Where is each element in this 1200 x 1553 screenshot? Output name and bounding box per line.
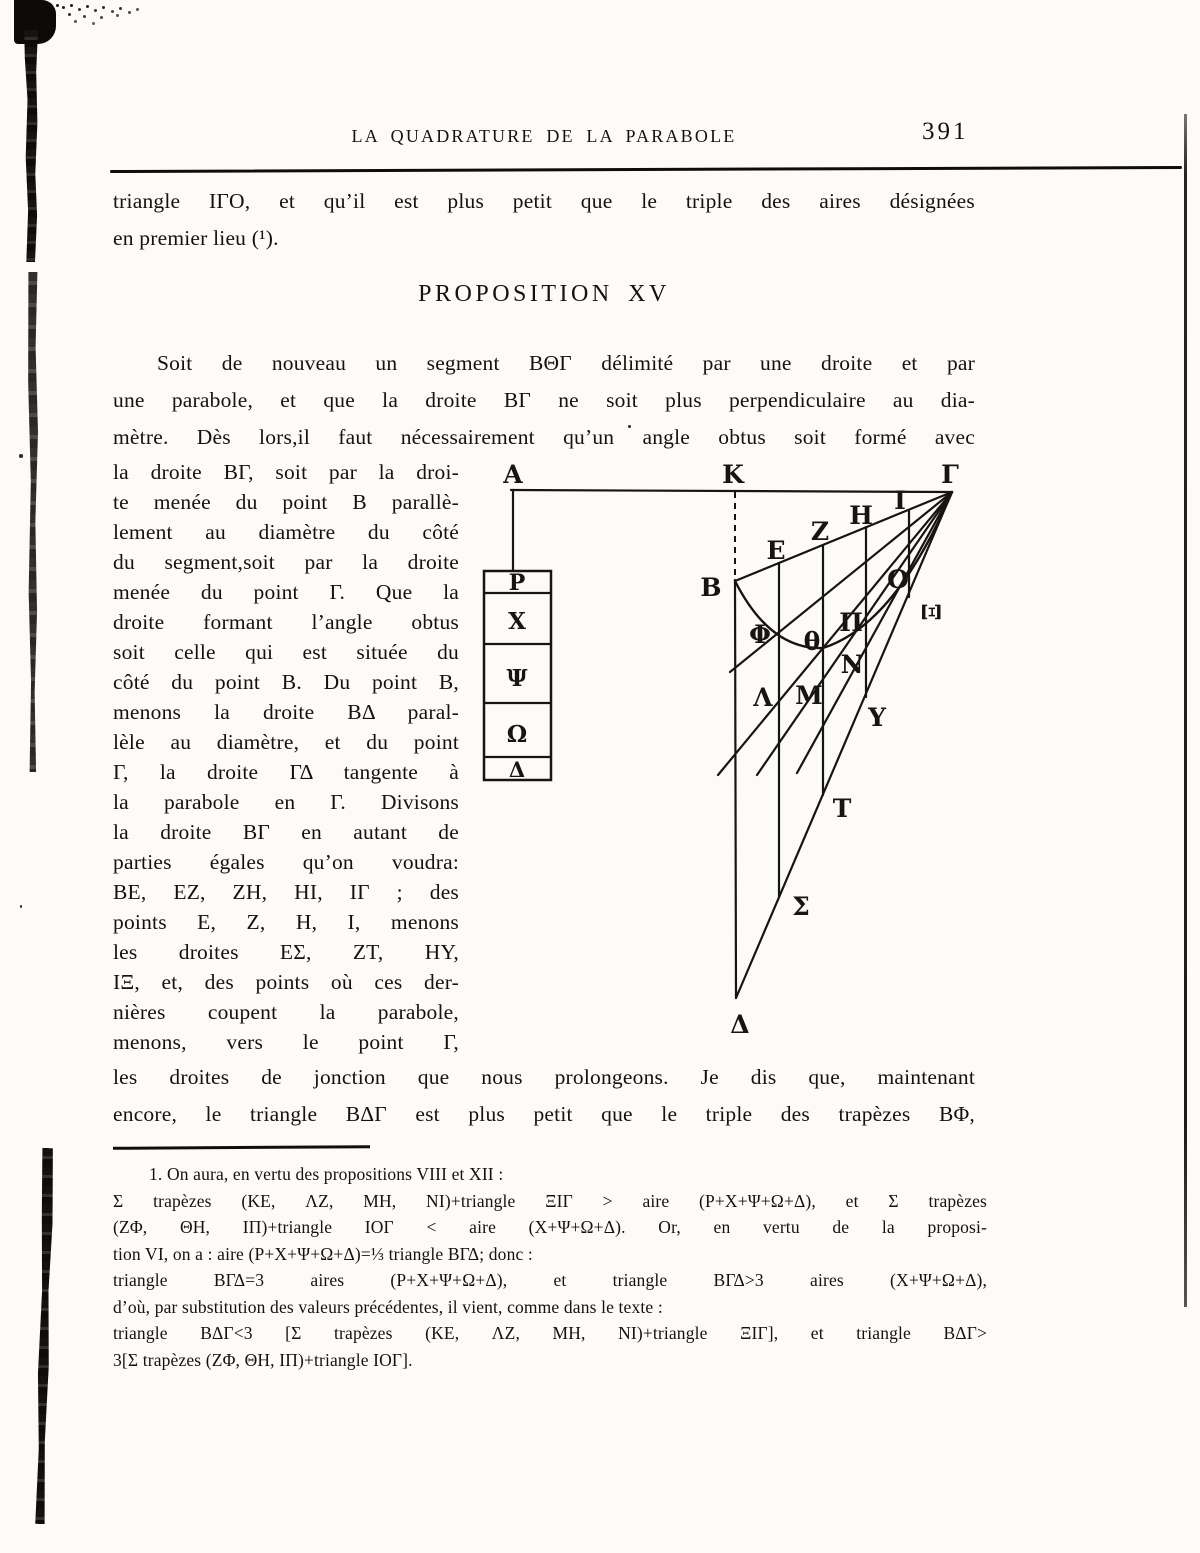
text-line: Γ, la droite ΓΔ tangente à (113, 760, 459, 784)
text-line: nières coupent la parabole, (113, 1000, 459, 1024)
footnote-line: 1. On aura, en vertu des propositions VIII et XII : (149, 1164, 504, 1184)
text-line: menons la droite BΔ paral- (113, 700, 459, 724)
point-label-I: I (894, 486, 906, 515)
ink-speckles (56, 4, 59, 7)
point-label-Λ: Λ (753, 683, 773, 712)
page-number: 391 (922, 118, 969, 145)
point-label-H: H (849, 501, 873, 530)
text-line: une parabole, et que la droite BΓ ne soit plus perpendiculaire au dia- (113, 388, 975, 412)
point-label-Σ: Σ (792, 892, 810, 921)
point-label-K: K (722, 460, 744, 489)
point-label-Ξ: Ξ (916, 603, 945, 621)
text-line: les droites ΕΣ, ZT, HY, (113, 940, 459, 964)
text-line: encore, le triangle BΔΓ est plus petit que le triple des trapèzes BΦ, (113, 1102, 975, 1126)
text-line: BE, EZ, ZH, HI, IΓ ; des (113, 880, 459, 904)
text-line: lèle au diamètre, et du point (113, 730, 459, 754)
paragraph-intro (113, 183, 975, 257)
parabola-geometry-figure (455, 448, 1195, 1053)
point-label-Δ: Δ (508, 757, 526, 782)
footnote-line: (ZΦ, ΘH, IΠ)+triangle IOΓ < aire (X+Ψ+Ω+Δ). Or, en vertu de la proposi- (113, 1217, 987, 1237)
point-label-B: B (700, 573, 722, 602)
text-line: mètre. Dès lors,il faut nécessairement qu’un angle obtus soit formé avec (113, 425, 975, 449)
point-label-A: A (503, 460, 523, 489)
text-line: soit celle qui est située du (113, 640, 459, 664)
footnote-line: triangle BΔΓ<3 [Σ trapèzes (KE, ΛZ, MH, NI)+triangle ΞIΓ], et triangle BΔΓ> (113, 1323, 987, 1343)
footnote-line: Σ trapèzes (KE, ΛZ, MH, NI)+triangle ΞIΓ > aire (P+X+Ψ+Ω+Δ), et Σ trapèzes (113, 1190, 987, 1211)
text-line: droite formant l’angle obtus (113, 610, 459, 634)
scan-speck (19, 454, 23, 458)
left-text-column (113, 457, 459, 1057)
point-label-Ψ: Ψ (506, 665, 528, 692)
point-label-Z: Z (810, 517, 830, 546)
point-label-Φ: Φ (749, 620, 771, 649)
text-line: menons, vers le point Γ, (113, 1030, 459, 1054)
scan-speck (20, 905, 22, 908)
footnote-line: triangle BΓΔ=3 aires (P+X+Ψ+Ω+Δ), et triangle BΓΔ>3 aires (X+Ψ+Ω+Δ), (113, 1270, 987, 1290)
text-line: Soit de nouveau un segment BΘΓ délimité par une droite et par (157, 351, 975, 375)
text-line: en premier lieu (¹). (113, 226, 279, 250)
text-line: IΞ, et, des points où ces der- (113, 970, 459, 994)
footnote-line: d’où, par substitution des valeurs précédentes, il vient, comme dans le texte : (113, 1296, 663, 1317)
footnote-line: 3[Σ trapèzes (ZΦ, ΘH, IΠ)+triangle IOΓ]. (113, 1349, 413, 1370)
point-label-Y: Y (868, 703, 886, 732)
point-label-T: T (832, 794, 852, 823)
point-label-N: N (840, 650, 864, 679)
section-heading: PROPOSITION XV (418, 281, 670, 307)
text-line: triangle IΓO, et qu’il est plus petit que le triple des aires désignées (113, 189, 975, 213)
footnote-separator (113, 1145, 370, 1150)
binding-edge-streak-top (23, 30, 38, 262)
text-line: lement au diamètre du côté (113, 520, 459, 544)
text-line: du segment,soit par la droite (113, 550, 459, 574)
text-line: points E, Z, H, I, menons (113, 910, 459, 934)
binding-edge-streak-bottom (32, 1148, 55, 1524)
text-line: la droite BΓ, soit par la droi- (113, 460, 459, 484)
point-label-Γ: Γ (941, 460, 959, 489)
paragraph-proposition (113, 345, 975, 456)
text-line: menée du point Γ. Que la (113, 580, 459, 604)
point-label-Π: Π (839, 608, 863, 637)
construction-line (735, 580, 736, 998)
text-line: parties égales qu’on voudra: (113, 850, 459, 874)
text-line: te menée du point B parallè- (113, 490, 459, 514)
point-label-O: O (887, 565, 909, 594)
footnote (113, 1161, 987, 1373)
text-line: la droite BΓ en autant de (113, 820, 459, 844)
point-label-X: X (508, 608, 526, 635)
running-head-title: LA QUADRATURE DE LA PARABOLE (351, 126, 737, 146)
point-label-M: M (795, 681, 823, 710)
point-label-Δ: Δ (730, 1010, 750, 1039)
point-label-θ: θ (803, 627, 821, 656)
point-label-P: P (508, 570, 526, 596)
text-line: côté du point B. Du point B, (113, 670, 459, 694)
paragraph-conclusion (113, 1059, 975, 1133)
text-line: les droites de jonction que nous prolongeons. Je dis que, maintenant (113, 1065, 975, 1089)
point-label-Ω: Ω (506, 721, 528, 748)
text-line: la parabole en Γ. Divisons (113, 790, 459, 814)
header-rule (110, 166, 1182, 173)
construction-line (511, 490, 952, 492)
point-label-E: E (766, 536, 786, 565)
footnote-line: tion VI, on a : aire (P+X+Ψ+Ω+Δ)=⅓ triangle BΓΔ; donc : (113, 1243, 533, 1264)
binding-edge-streak-mid (26, 272, 38, 772)
